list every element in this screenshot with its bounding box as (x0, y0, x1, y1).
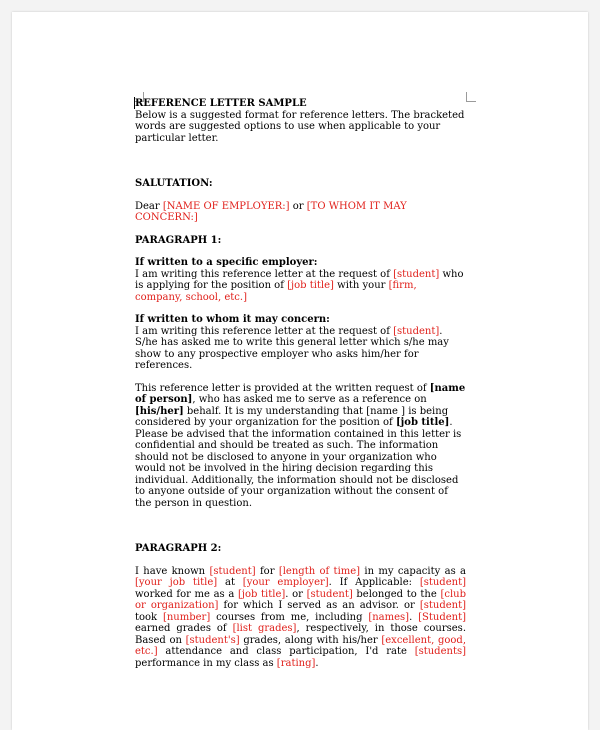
letter-title: REFERENCE LETTER SAMPLE (135, 98, 307, 109)
paragraph1-heading: PARAGRAPH 1: (135, 234, 222, 246)
specific-employer-text: I am writing this reference letter at the request of [student] who is applying for the position of [job title] with your [firm, company, school, etc.] (135, 268, 464, 303)
whom-it-may-concern-heading: If written to whom it may concern: (135, 314, 330, 325)
specific-employer-heading: If written to a specific employer: (135, 257, 318, 268)
paragraph2-heading: PARAGRAPH 2: (135, 543, 222, 554)
provided-request-text: This reference letter is provided at the written request of [name of person], who has asked me to serve as a reference on [his/her] behalf. It is my understanding that [name ] is being considered by your organization for the position of [job title]. Please be advised that the information contained in this letter is confidential and should be treated as such. The information should not be disclosed to anyone in your organization who would not be involved in the hiring decision regarding this individual. Additionally, the information should not be disclosed to anyone outside of your organization without the consent of the person in question. (135, 382, 466, 509)
salutation-line: Dear [NAME OF EMPLOYER:] or [TO WHOM IT MAY CONCERN:] (135, 200, 407, 223)
paragraph2-text: I have known [student] for [length of time] in my capacity as a [your job title] at [your employer]. If Applicable: [student] worked for me as a [job title]. or [student] belonged to the [club or organization] for which I served as an advisor. or [student] took [number] courses from me, including [names]. [Student] earned grades of [list grades], respectively, in those courses. Based on [student's] grades, along with his/her [excellent, good, etc.] attendance and class participation, I'd rate [students] performance in my class as [rating]. (135, 565, 466, 669)
document-page (12, 12, 588, 730)
whom-it-may-concern-text: I am writing this reference letter at the request of [student]. S/he has asked me to write this general letter which s/he may show to any prospective employer who asks him/her for references. (135, 325, 449, 371)
document-body[interactable] (135, 98, 466, 669)
intro-text: Below is a suggested format for reference letters. The bracketed words are suggested options to use when applicable to your particular letter. (135, 109, 465, 144)
salutation-heading: SALUTATION: (135, 178, 213, 189)
crop-mark-top-right (466, 92, 476, 102)
